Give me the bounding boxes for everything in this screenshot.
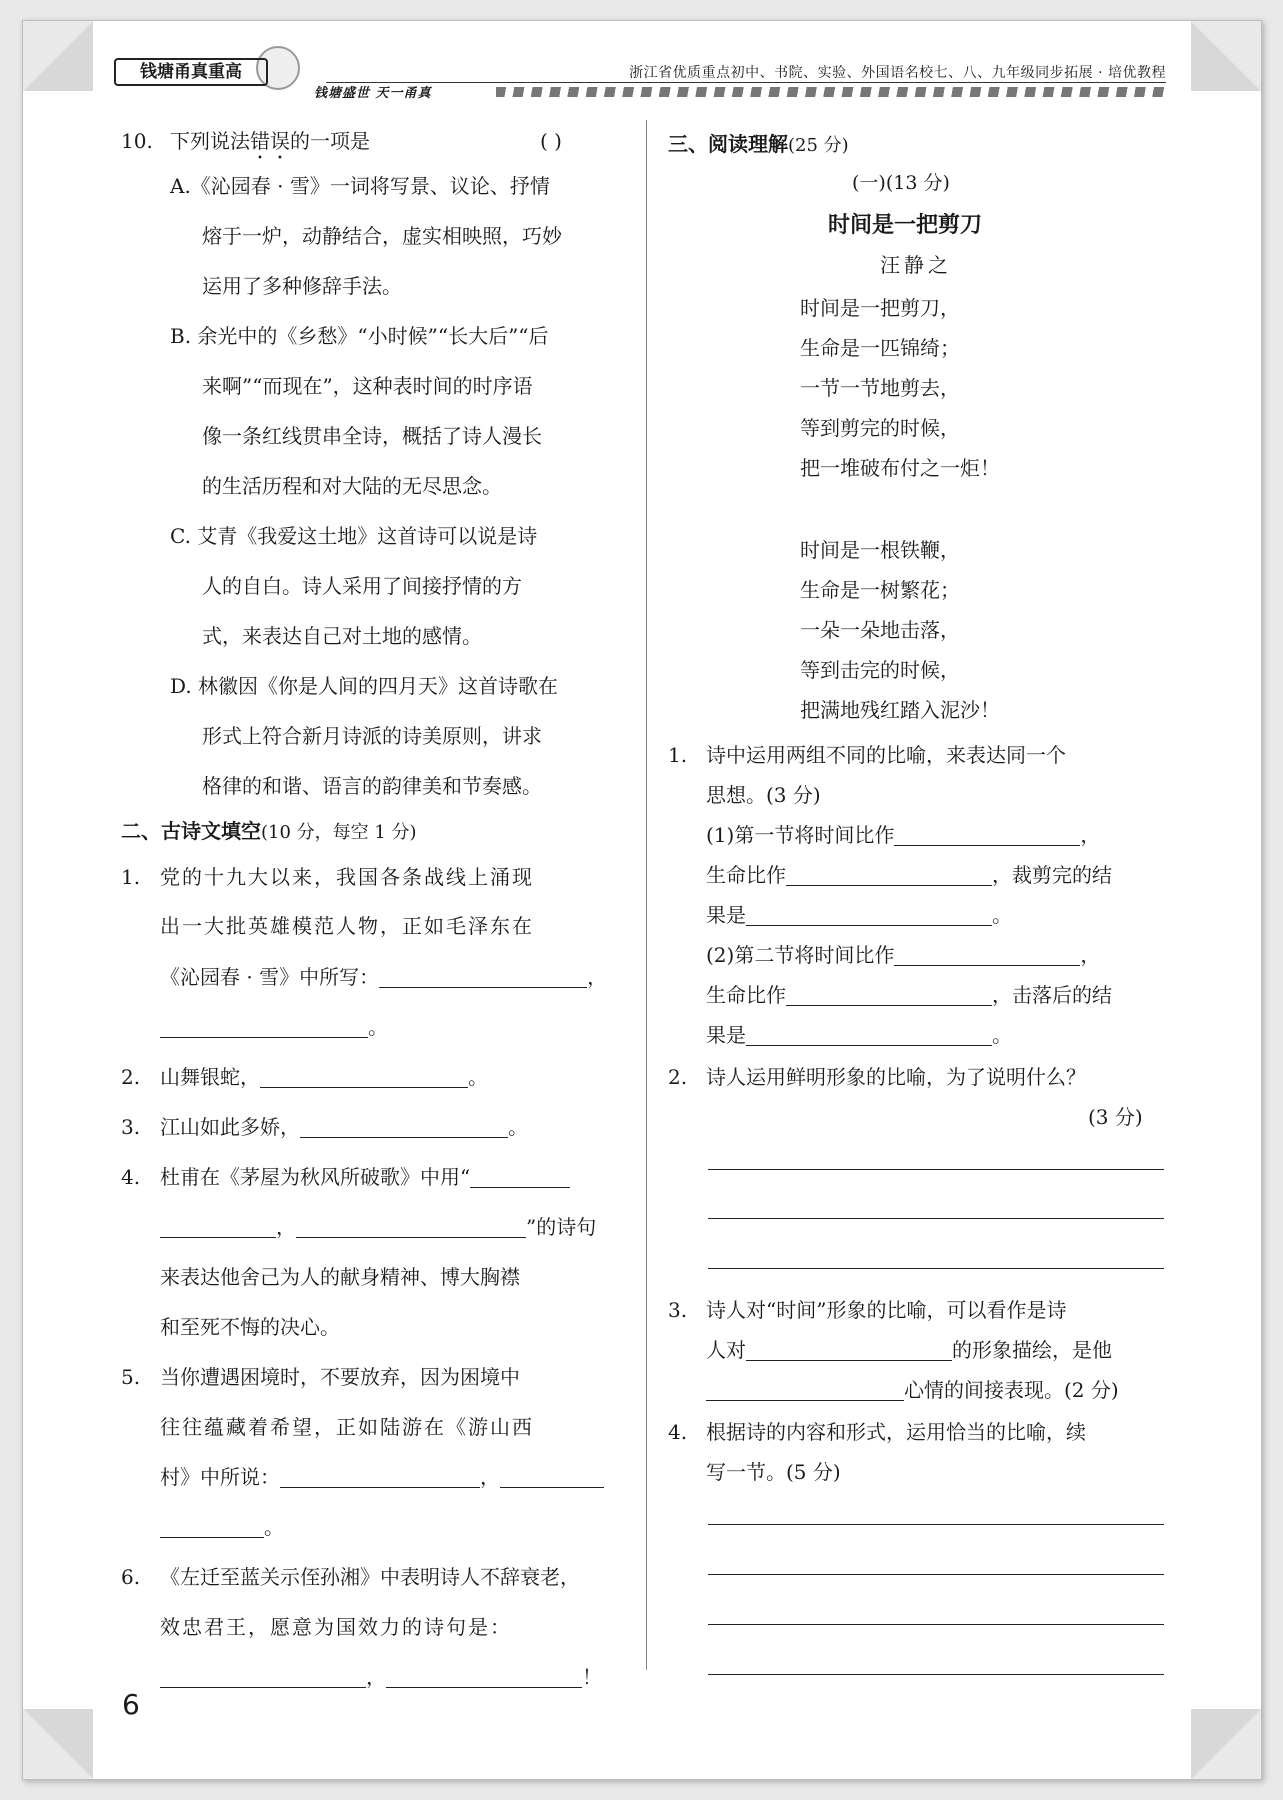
option-b-line: 像一条红线贯串全诗，概括了诗人漫长: [202, 424, 542, 448]
option-b-line: 来啊”“而现在”，这种表时间的时序语: [202, 374, 533, 398]
fill-q1-number: 1.: [121, 865, 141, 889]
answer-line[interactable]: [708, 1524, 1164, 1525]
fill-blank[interactable]: [160, 1657, 366, 1688]
option-b-line: 的生活历程和对大陆的无尽思念。: [202, 474, 502, 498]
reading-q3-text: 心情的间接表现。(2 分): [706, 1370, 1119, 1410]
option-b-line: B. 余光中的《乡愁》“小时候”“长大后”“后: [170, 324, 549, 348]
fill-blank[interactable]: [260, 1057, 468, 1088]
fill-blank[interactable]: [706, 1370, 904, 1401]
reading-q1-text: 果是 。: [706, 1015, 1012, 1055]
fill-q6-text: 《左迁至蓝关示侄孙湘》中表明诗人不辞衰老，: [160, 1565, 580, 1589]
poem-author: 汪静之: [880, 253, 952, 277]
poem-line: 一节一节地剪去，: [800, 376, 960, 400]
fill-q5-text: 。: [160, 1507, 284, 1547]
fill-q2-text: 山舞银蛇， 。: [160, 1057, 488, 1097]
reading-q3-text: 人对 的形象描绘，是他: [706, 1330, 1112, 1370]
answer-line[interactable]: [708, 1268, 1164, 1269]
reading-q1-number: 1.: [668, 743, 688, 767]
reading-part-label: (一)(13 分): [852, 172, 950, 194]
reading-q1-text: 诗中运用两组不同的比喻，来表达同一个: [706, 743, 1066, 767]
option-c-line: C. 艾青《我爱这土地》这首诗可以说是诗: [170, 524, 538, 548]
fill-blank[interactable]: [280, 1457, 480, 1488]
option-a-line: 运用了多种修辞手法。: [202, 274, 402, 298]
fill-q6-number: 6.: [121, 1565, 141, 1589]
reading-q1-text: 果是 。: [706, 895, 1012, 935]
series-logo: 钱塘甬真重高: [114, 58, 268, 86]
page-corner: [1191, 1709, 1261, 1779]
fill-blank[interactable]: [296, 1207, 526, 1238]
option-d-line: 形式上符合新月诗派的诗美原则，讲求: [202, 724, 542, 748]
fill-q4-text: 杜甫在《茅屋为秋风所破歌》中用“: [160, 1157, 570, 1197]
fill-blank[interactable]: [160, 1207, 276, 1238]
series-slogan: 钱塘盛世 天一甬真: [314, 86, 432, 101]
poem-title: 时间是一把剪刀: [828, 213, 983, 238]
fill-q4-text: 来表达他舍己为人的献身精神、博大胸襟: [160, 1265, 520, 1289]
fill-blank[interactable]: [500, 1457, 604, 1488]
page-corner: [1191, 21, 1261, 91]
fill-blank[interactable]: [746, 1015, 992, 1046]
reading-q2-text: 诗人运用鲜明形象的比喻，为了说明什么？: [706, 1065, 1086, 1089]
fill-q6-text: 效忠君王，愿意为国效力的诗句是：: [160, 1615, 512, 1639]
fill-blank[interactable]: [386, 1657, 582, 1688]
fill-blank[interactable]: [894, 815, 1080, 846]
page-number: 6: [122, 1688, 140, 1721]
fill-blank[interactable]: [300, 1107, 508, 1138]
poem-line: 生命是一匹锦绮；: [800, 336, 960, 360]
fill-q4-text: 和至死不悔的决心。: [160, 1315, 340, 1339]
fill-q5-text: 村》中所说： ，: [160, 1457, 604, 1497]
reading-q1-text: (2)第二节将时间比作 ，: [706, 935, 1100, 975]
reading-q1-text: 生命比作 ，击落后的结: [706, 975, 1112, 1015]
fill-blank[interactable]: [160, 1007, 368, 1038]
reading-q1-text: 生命比作 ，裁剪完的结: [706, 855, 1112, 895]
fill-blank[interactable]: [786, 975, 992, 1006]
page-header: [96, 38, 1166, 108]
reading-q4-text: 写一节。(5 分): [706, 1460, 841, 1484]
answer-line[interactable]: [708, 1169, 1164, 1170]
fill-blank[interactable]: [470, 1157, 570, 1188]
fill-q4-number: 4.: [121, 1165, 141, 1189]
reading-q1-text: (1)第一节将时间比作 ，: [706, 815, 1100, 855]
answer-line[interactable]: [708, 1624, 1164, 1625]
header-stripes: [496, 87, 1166, 97]
reading-q3-text: 诗人对“时间”形象的比喻，可以看作是诗: [706, 1298, 1067, 1322]
option-c-line: 人的自白。诗人采用了间接抒情的方: [202, 574, 522, 598]
question-10-number: 10.: [121, 129, 153, 153]
fill-q1-text: 。: [160, 1007, 388, 1047]
poem-line: 等到剪完的时候，: [800, 416, 960, 440]
fill-blank[interactable]: [746, 1330, 952, 1361]
answer-line[interactable]: [708, 1218, 1164, 1219]
fill-q5-text: 往往蕴藏着希望，正如陆游在《游山西: [160, 1415, 534, 1439]
fill-q1-text: 《沁园春 · 雪》中所写： ，: [160, 957, 607, 997]
fill-q6-text: ， ！: [160, 1657, 602, 1697]
option-d-line: 格律的和谐、语言的韵律美和节奏感。: [202, 774, 542, 798]
page-corner: [23, 21, 93, 91]
option-a-line: A.《沁园春 · 雪》一词将写景、议论、抒情: [170, 174, 550, 198]
page-corner: [23, 1709, 93, 1779]
poem-line: 把一堆破布付之一炬！: [800, 456, 1000, 480]
reading-q3-number: 3.: [668, 1298, 688, 1322]
option-a-line: 熔于一炉，动静结合，虚实相映照，巧妙: [202, 224, 562, 248]
fill-q1-text: 党的十九大以来，我国各条战线上涌现: [160, 865, 534, 889]
fill-q3-text: 江山如此多娇， 。: [160, 1107, 528, 1147]
column-divider: [646, 120, 647, 1670]
header-title: 浙江省优质重点初中、书院、实验、外国语名校七、八、九年级同步拓展 · 培优教程: [629, 65, 1166, 81]
fill-q3-number: 3.: [121, 1115, 141, 1139]
reading-q2-number: 2.: [668, 1065, 688, 1089]
fill-q5-number: 5.: [121, 1365, 141, 1389]
section-2-title: 二、古诗文填空(10 分，每空 1 分): [121, 819, 417, 843]
fill-q2-number: 2.: [121, 1065, 141, 1089]
poem-line: 时间是一根铁鞭，: [800, 538, 960, 562]
reading-q4-text: 根据诗的内容和形式，运用恰当的比喻，续: [706, 1420, 1086, 1444]
fill-blank[interactable]: [786, 855, 992, 886]
answer-paren[interactable]: ( ): [540, 129, 562, 153]
poem-line: 生命是一树繁花；: [800, 578, 960, 602]
fill-q5-text: 当你遭遇困境时，不要放弃，因为困境中: [160, 1365, 520, 1389]
reading-q4-number: 4.: [668, 1420, 688, 1444]
poem-line: 一朵一朵地击落，: [800, 618, 960, 642]
answer-line[interactable]: [708, 1674, 1164, 1675]
fill-blank[interactable]: [746, 895, 992, 926]
question-10-stem: 下列说法错误的一项是: [170, 129, 370, 153]
option-c-line: 式，来表达自己对土地的感情。: [202, 624, 482, 648]
section-3-title: 三、阅读理解(25 分): [668, 132, 849, 156]
reading-q2-score: (3 分): [1088, 1105, 1143, 1129]
poem-line: 时间是一把剪刀，: [800, 296, 960, 320]
fill-blank[interactable]: [894, 935, 1080, 966]
poem-line: 把满地残红踏入泥沙！: [800, 698, 1000, 722]
fill-q4-text: ， ”的诗句: [160, 1207, 596, 1247]
fill-blank[interactable]: [379, 957, 587, 988]
fill-q1-text: 出一大批英雄模范人物，正如毛泽东在: [160, 914, 534, 938]
option-d-line: D. 林徽因《你是人间的四月天》这首诗歌在: [170, 674, 559, 698]
poem-line: 等到击完的时候，: [800, 658, 960, 682]
fill-blank[interactable]: [160, 1507, 264, 1538]
header-rule: [326, 82, 1166, 83]
answer-line[interactable]: [708, 1574, 1164, 1575]
reading-q1-text: 思想。(3 分): [706, 783, 821, 807]
